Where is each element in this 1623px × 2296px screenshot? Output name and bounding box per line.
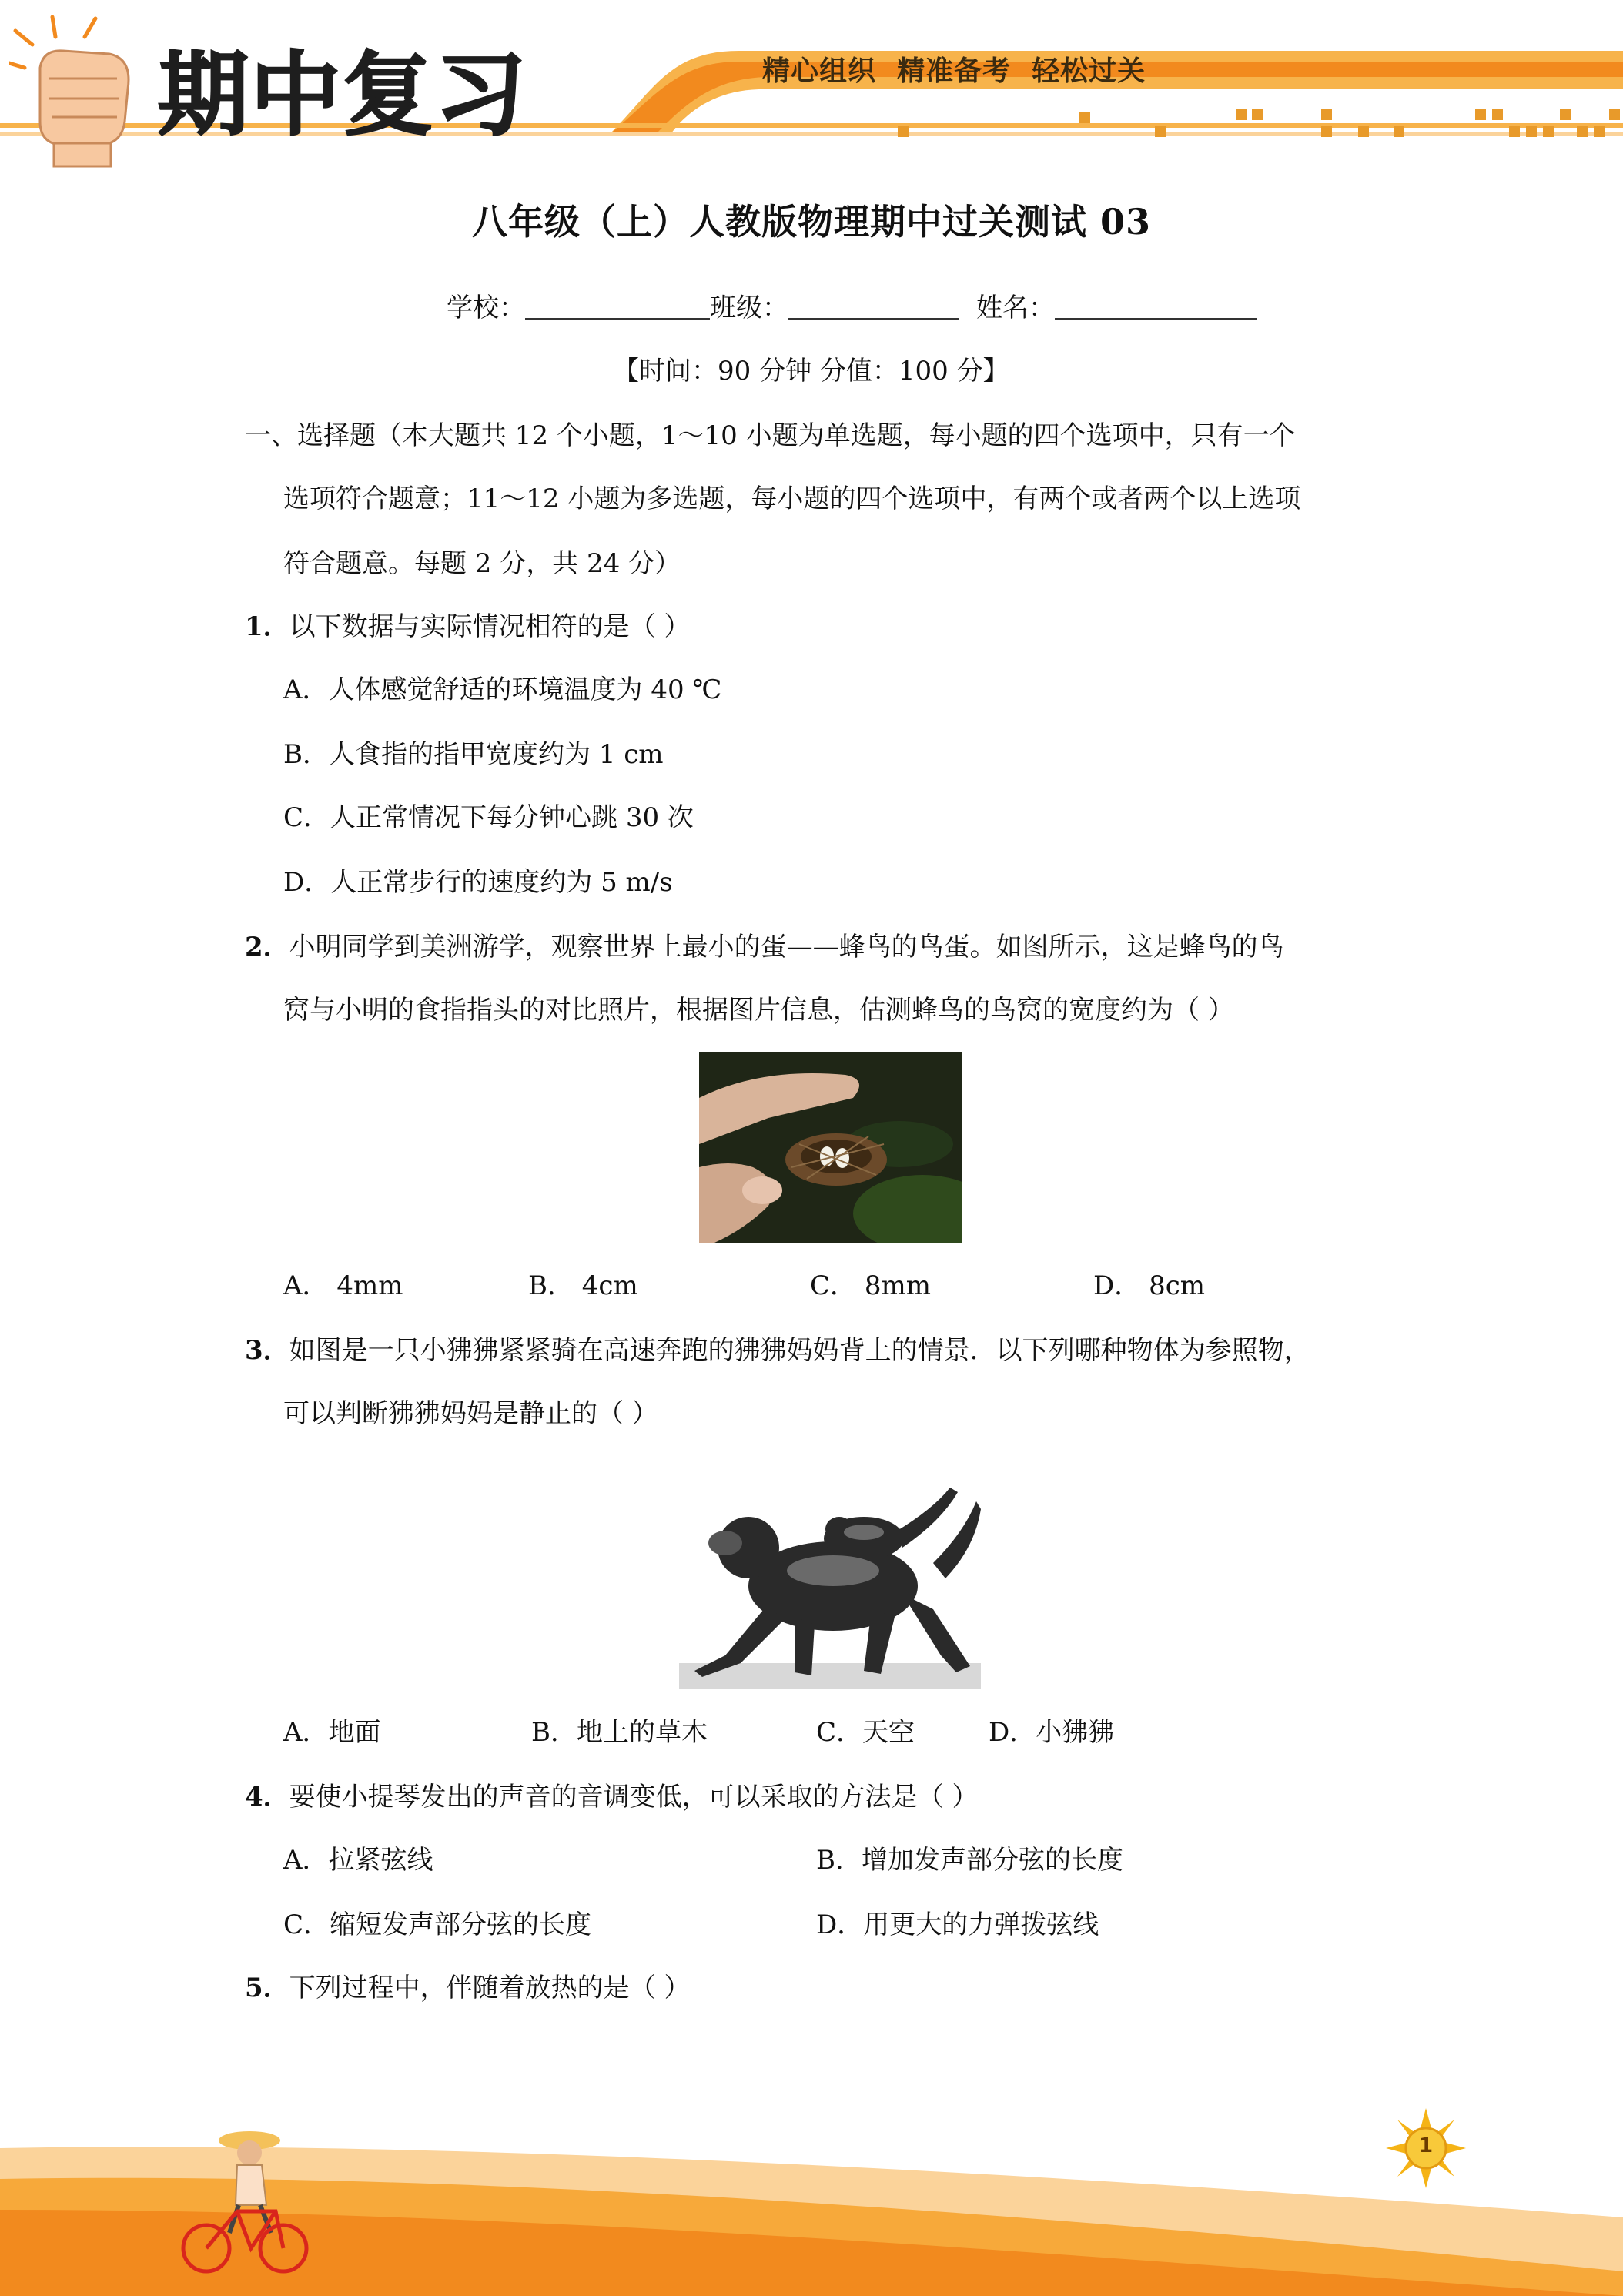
question-number: 2． <box>245 932 289 962</box>
question-text: 要使小提琴发出的声音的音调变低，可以采取的方法是（ ） <box>289 1782 979 1812</box>
document-title: 八年级（上）人教版物理期中过关测试 03 <box>471 201 1152 243</box>
question-number: 5． <box>245 1973 289 2003</box>
name-label: 姓名： <box>976 293 1055 323</box>
class-field[interactable] <box>788 318 959 320</box>
q2-option-a[interactable]: A． 4mm <box>283 1270 403 1301</box>
q4-option-b[interactable]: B．增加发声部分弦的长度 <box>816 1845 1123 1876</box>
hummingbird-nest-photo <box>699 1052 962 1243</box>
baboon-photo <box>679 1478 981 1689</box>
question-text: 如图是一只小狒狒紧紧骑在高速奔跑的狒狒妈妈背上的情景．以下列哪种物体为参照物， <box>289 1335 1310 1366</box>
question-number: 3． <box>245 1335 289 1366</box>
question-2-continued: 窝与小明的食指指头的对比照片，根据图片信息，估测蜂鸟的鸟窝的宽度约为（ ） <box>283 995 1234 1026</box>
school-field[interactable] <box>525 318 710 320</box>
question-3-continued: 可以判断狒狒妈妈是静止的（ ） <box>283 1398 658 1429</box>
school-label: 学校： <box>447 293 525 323</box>
question-3 <box>245 1335 1310 1367</box>
cyclist-icon <box>176 2125 314 2279</box>
question-text: 小明同学到美洲游学，观察世界上最小的蛋——蜂鸟的鸟蛋。如图所示，这是蜂鸟的鸟 <box>289 932 1284 962</box>
q1-option-a[interactable]: A．人体感觉舒适的环境温度为 40 ℃ <box>283 674 722 705</box>
question-text: 下列过程中，伴随着放热的是（ ） <box>289 1973 691 2003</box>
q3-option-a[interactable]: A．地面 <box>283 1717 381 1748</box>
question-5 <box>245 1973 690 2004</box>
question-number: 1． <box>245 611 289 642</box>
section-heading-line-1: 一、选择题（本大题共 12 个小题，1～10 小题为单选题，每小题的四个选项中，只有一个 <box>245 420 1296 451</box>
q3-option-d[interactable]: D．小狒狒 <box>989 1717 1115 1748</box>
section-heading-line-3: 符合题意。每题 2 分，共 24 分） <box>283 548 681 579</box>
q1-option-c[interactable]: C．人正常情况下每分钟心跳 30 次 <box>283 802 694 833</box>
time-and-score: 【时间：90 分钟 分值：100 分】 <box>613 356 1009 387</box>
name-field[interactable] <box>1055 318 1257 320</box>
question-2 <box>245 932 1284 963</box>
header-slogan: 精心组织 精准备考 轻松过关 <box>762 55 1146 87</box>
q4-option-c[interactable]: C．缩短发声部分弦的长度 <box>283 1909 592 1940</box>
question-4 <box>245 1782 978 1813</box>
q1-option-d[interactable]: D．人正常步行的速度约为 5 m/s <box>283 867 673 898</box>
section-heading-line-2: 选项符合题意；11～12 小题为多选题，每小题的四个选项中，有两个或者两个以上选项 <box>283 484 1301 514</box>
q3-option-b[interactable]: B．地上的草木 <box>531 1717 708 1748</box>
page-number: 1 <box>1418 2134 1434 2157</box>
student-info-line <box>447 293 1257 324</box>
q4-option-d[interactable]: D．用更大的力弹拨弦线 <box>816 1909 1099 1940</box>
fist-logo-icon <box>9 14 146 168</box>
q1-option-b[interactable]: B．人食指的指甲宽度约为 1 cm <box>283 739 664 770</box>
question-text: 以下数据与实际情况相符的是（ ） <box>289 611 691 642</box>
question-1 <box>245 611 690 643</box>
q2-option-d[interactable]: D． 8cm <box>1093 1270 1205 1301</box>
question-number: 4． <box>245 1782 289 1812</box>
class-label: 班级： <box>710 293 788 323</box>
q3-option-c[interactable]: C．天空 <box>816 1717 915 1748</box>
header-title: 期中复习 <box>158 42 528 148</box>
q2-option-c[interactable]: C． 8mm <box>810 1270 931 1301</box>
q4-option-a[interactable]: A．拉紧弦线 <box>283 1845 433 1876</box>
q2-option-b[interactable]: B． 4cm <box>528 1270 638 1301</box>
